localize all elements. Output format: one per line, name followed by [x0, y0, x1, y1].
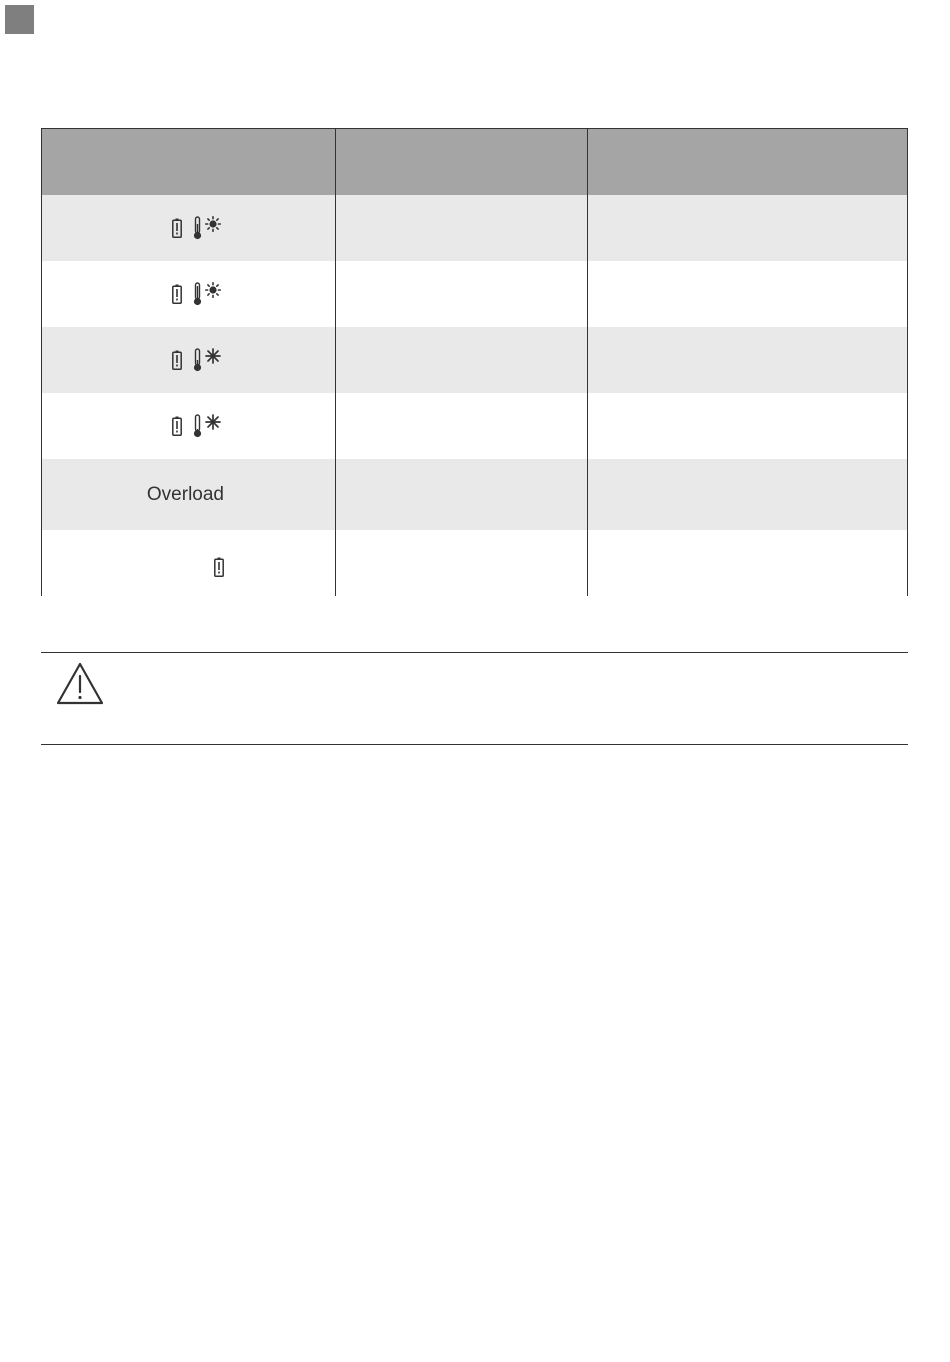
warning-triangle-icon: [55, 661, 105, 707]
table-cell: [335, 530, 587, 596]
table-header-row: [42, 129, 907, 195]
battery-alert-icon: [172, 350, 182, 370]
table-cell: [335, 393, 587, 459]
table-cell: [335, 195, 587, 261]
table-cell: [335, 261, 587, 327]
header-cell-column-3: [587, 129, 907, 195]
battery-alert-icon: [214, 557, 224, 577]
thermometer-sun-icon: [192, 216, 224, 240]
thermometer-sun-icon: [192, 282, 224, 306]
indicator-cell: [42, 530, 335, 596]
indicator-cell: [42, 261, 335, 327]
table-row: [42, 195, 907, 261]
table-cell: [587, 327, 907, 393]
table-row: [42, 459, 907, 530]
page-corner-marker: [5, 5, 34, 34]
battery-alert-icon: [172, 284, 182, 304]
indicator-cell: [42, 459, 335, 530]
table-row: [42, 530, 907, 596]
table-cell: [587, 393, 907, 459]
indicator-cell: [42, 195, 335, 261]
table-cell: [587, 195, 907, 261]
indicator-cell: [42, 327, 335, 393]
table-row: [42, 327, 907, 393]
table-cell: [587, 261, 907, 327]
table-row: [42, 393, 907, 459]
status-table: [41, 128, 908, 596]
table-row: [42, 261, 907, 327]
indicator-cell: [42, 393, 335, 459]
warning-note: [41, 652, 908, 745]
table-cell: [335, 327, 587, 393]
header-cell-column-2: [335, 129, 587, 195]
header-cell-indicator: [42, 129, 335, 195]
table-cell: [587, 459, 907, 530]
table-cell: [587, 530, 907, 596]
table-cell: [335, 459, 587, 530]
overload-label: Overload: [146, 483, 224, 505]
thermometer-snowflake-icon: [192, 348, 224, 372]
thermometer-snowflake-icon: [192, 414, 224, 438]
battery-alert-icon: [172, 218, 182, 238]
battery-alert-icon: [172, 416, 182, 436]
